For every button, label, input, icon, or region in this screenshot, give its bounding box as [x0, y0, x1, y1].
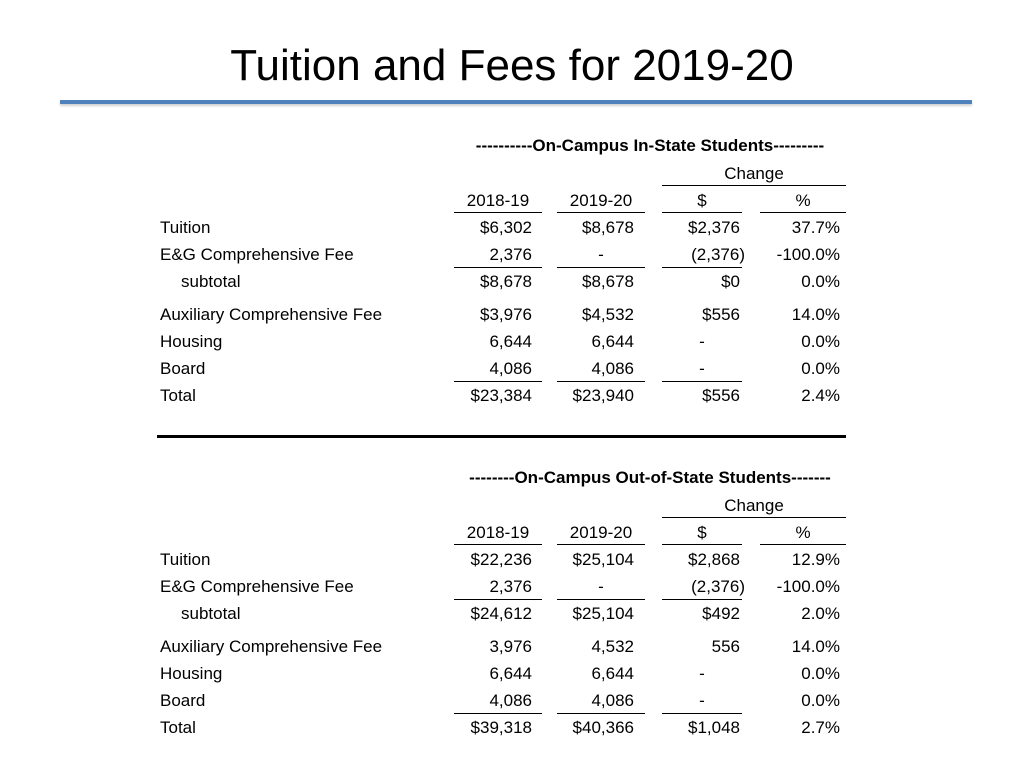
row-underline [454, 599, 542, 600]
value-change-dollar: (2,376) [691, 245, 745, 264]
header-underline [662, 544, 742, 545]
row-label: Housing [160, 332, 223, 351]
value-2019-20: 4,532 [591, 637, 634, 656]
row-underline [454, 267, 542, 268]
row-label: subtotal [181, 272, 241, 291]
value-2018-19: 4,086 [489, 359, 532, 378]
header-underline [662, 517, 846, 518]
row-label: Auxiliary Comprehensive Fee [160, 305, 383, 324]
value-2019-20: 4,086 [591, 691, 634, 710]
row-label: Total [160, 386, 196, 405]
value-change-percent: 2.7% [801, 718, 840, 737]
row-label: subtotal [181, 604, 241, 623]
value-2019-20: $25,104 [572, 550, 634, 569]
row-underline [557, 599, 645, 600]
row-label: Tuition [160, 218, 211, 237]
value-change-percent: 14.0% [791, 637, 840, 656]
col-header-change-percent: % [795, 191, 811, 210]
value-2019-20: - [598, 245, 604, 264]
value-change-percent: 37.7% [791, 218, 840, 237]
row-underline [557, 267, 645, 268]
value-change-dollar: $0 [721, 272, 740, 291]
value-change-dollar: - [699, 664, 705, 683]
value-2018-19: 2,376 [489, 245, 532, 264]
value-2018-19: $22,236 [470, 550, 532, 569]
row-underline [557, 713, 645, 714]
value-2019-20: $4,532 [582, 305, 634, 324]
value-change-percent: 0.0% [801, 332, 840, 351]
value-2018-19: 6,644 [489, 664, 532, 683]
header-underline [760, 544, 846, 545]
value-change-percent: 14.0% [791, 305, 840, 324]
value-change-dollar: - [699, 691, 705, 710]
row-underline [662, 381, 742, 382]
col-header-2018-19: 2018-19 [466, 523, 530, 542]
value-change-dollar: 556 [711, 637, 740, 656]
col-header-2019-20: 2019-20 [569, 191, 633, 210]
col-header-change-dollar: $ [697, 523, 707, 542]
row-label: Total [160, 718, 196, 737]
row-underline [662, 267, 742, 268]
value-change-dollar: $492 [702, 604, 740, 623]
header-underline [760, 212, 846, 213]
value-2019-20: 4,086 [591, 359, 634, 378]
value-2018-19: $39,318 [470, 718, 532, 737]
value-2018-19: $23,384 [470, 386, 532, 405]
value-change-percent: -100.0% [776, 577, 840, 596]
value-change-dollar: $1,048 [688, 718, 740, 737]
page-title: Tuition and Fees for 2019-20 [230, 41, 794, 90]
value-change-dollar: - [699, 332, 705, 351]
value-2019-20: $23,940 [572, 386, 634, 405]
col-header-2018-19: 2018-19 [466, 191, 530, 210]
header-underline [557, 544, 645, 545]
row-underline [557, 381, 645, 382]
value-2019-20: 6,644 [591, 332, 634, 351]
value-change-percent: 0.0% [801, 272, 840, 291]
value-change-percent: 2.4% [801, 386, 840, 405]
value-2018-19: 4,086 [489, 691, 532, 710]
row-underline [662, 599, 742, 600]
col-header-2019-20: 2019-20 [569, 523, 633, 542]
value-2018-19: 2,376 [489, 577, 532, 596]
row-label: Housing [160, 664, 223, 683]
row-label: E&G Comprehensive Fee [160, 245, 354, 264]
row-label: Board [160, 359, 206, 378]
value-2018-19: $24,612 [470, 604, 532, 623]
value-2018-19: 3,976 [489, 637, 532, 656]
value-2018-19: 6,644 [489, 332, 532, 351]
col-header-change-percent: % [795, 523, 811, 542]
header-underline [454, 544, 542, 545]
value-change-dollar: (2,376) [691, 577, 745, 596]
value-2018-19: $8,678 [480, 272, 532, 291]
row-underline [454, 381, 542, 382]
change-header: Change [724, 496, 784, 515]
value-change-dollar: $556 [702, 386, 740, 405]
header-underline [454, 212, 542, 213]
value-change-dollar: $556 [702, 305, 740, 324]
row-label: Tuition [160, 550, 211, 569]
value-change-dollar: - [699, 359, 705, 378]
value-2019-20: $25,104 [572, 604, 634, 623]
section-divider [157, 435, 846, 438]
title-underline [60, 100, 972, 104]
value-2019-20: - [598, 577, 604, 596]
value-2018-19: $3,976 [480, 305, 532, 324]
value-change-dollar: $2,376 [688, 218, 740, 237]
row-label: Board [160, 691, 206, 710]
col-header-change-dollar: $ [697, 191, 707, 210]
value-change-percent: -100.0% [776, 245, 840, 264]
value-2019-20: $8,678 [582, 218, 634, 237]
value-change-percent: 12.9% [791, 550, 840, 569]
row-underline [454, 713, 542, 714]
value-2019-20: 6,644 [591, 664, 634, 683]
section-banner: --------On-Campus Out-of-State Students------- [469, 468, 831, 487]
value-change-percent: 0.0% [801, 359, 840, 378]
header-underline [662, 212, 742, 213]
row-label: E&G Comprehensive Fee [160, 577, 354, 596]
value-2019-20: $40,366 [572, 718, 634, 737]
row-label: Auxiliary Comprehensive Fee [160, 637, 383, 656]
value-change-dollar: $2,868 [688, 550, 740, 569]
value-change-percent: 0.0% [801, 691, 840, 710]
value-2019-20: $8,678 [582, 272, 634, 291]
header-underline [662, 185, 846, 186]
value-change-percent: 2.0% [801, 604, 840, 623]
value-2018-19: $6,302 [480, 218, 532, 237]
value-change-percent: 0.0% [801, 664, 840, 683]
row-underline [662, 713, 742, 714]
header-underline [557, 212, 645, 213]
section-banner: ----------On-Campus In-State Students--------- [475, 136, 825, 155]
change-header: Change [724, 164, 784, 183]
